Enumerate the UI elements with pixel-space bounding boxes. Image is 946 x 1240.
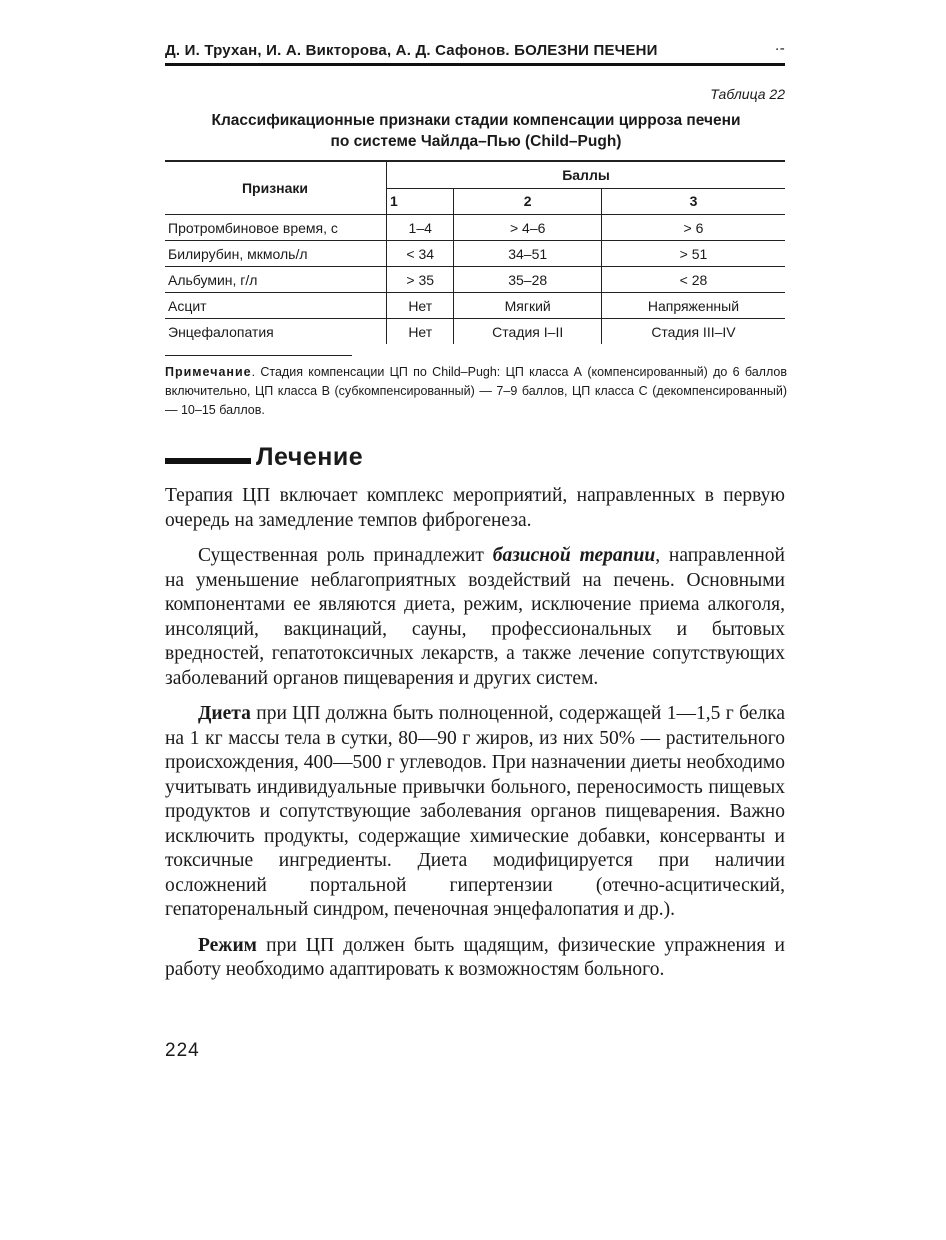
table-row xyxy=(165,293,785,319)
row-sign: Протромбиновое время, с xyxy=(165,215,387,241)
row-value-2: 34–51 xyxy=(454,241,601,267)
paragraph-4-rest: при ЦП должен быть щадящим, физические упражнения и работу необходимо адаптировать к возможностям больного. xyxy=(165,934,785,980)
body-text xyxy=(165,484,785,994)
row-sign: Альбумин, г/л xyxy=(165,267,387,293)
row-value-3: < 28 xyxy=(601,267,785,293)
header-signs: Признаки xyxy=(165,161,387,215)
row-value-1: Нет xyxy=(387,319,454,345)
table-row xyxy=(165,215,785,241)
table-note xyxy=(165,363,787,420)
running-head xyxy=(165,42,787,59)
row-value-2: Стадия I–II xyxy=(454,319,601,345)
table-caption-line-1: Классификационные признаки стадии компенсации цирроза печени xyxy=(211,112,741,129)
note-text: . Стадия компенсации ЦП по Child–Pugh: ЦП класса А (компенсированный) до 6 баллов включительно, ЦП класса В (субкомпенсированный) — 7–9 баллов, ЦП класса С (декомпенсированный) — 10–15 баллов. xyxy=(165,365,787,417)
section-title: Лечение xyxy=(256,443,364,471)
running-head-mark: ·- xyxy=(774,40,785,57)
row-value-3: Стадия III–IV xyxy=(601,319,785,345)
note-label: Примечание xyxy=(165,365,252,379)
diet-term: Диета xyxy=(198,703,251,724)
paragraph-2-rest: , направленной на уменьшение неблагоприятных воздействий на печень. Основными компонентами ее являются диета, режим, исключение приема алкоголя, инсоляций, вакцинаций, сауны, профессиональных и бытовых вредностей, гепатотоксичных лекарств, а также лечение сопутствующих заболеваний органов пищеварения и других систем. xyxy=(165,545,785,689)
header-point-1: 1 xyxy=(387,188,454,215)
row-sign: Энцефалопатия xyxy=(168,323,274,340)
header-point-2: 2 xyxy=(454,188,601,215)
table-header-row xyxy=(165,161,785,188)
paragraph-3-rest: при ЦП должна быть полноценной, содержащей 1—1,5 г белка на 1 кг массы тела в сутки, 80—90 г жиров, из них 50% — растительного происхождения, 400—500 г углеводов. При назначении диеты необходимо учитывать индивидуальные привычки больного, переносимость пищевых продуктов и сопутствующие заболевания органов пищеварения. Важно исключить продукты, содержащие химические добавки, консерванты и токсичные ингредиенты. Диета модифицируется при наличии осложнений портальной гипертензии (отечно-асцитический, гепаторенальный синдром, печеночная энцефалопатия и др.). xyxy=(165,703,785,920)
header-points: Баллы xyxy=(387,161,786,188)
row-value-1: < 34 xyxy=(387,241,454,267)
row-value-1: Нет xyxy=(387,293,454,319)
table-label: Таблица 22 xyxy=(710,86,785,102)
header-point-3: 3 xyxy=(601,188,785,215)
paragraph-1: Терапия ЦП включает комплекс мероприятий, направленных в первую очередь на замедление темпов фиброгенеза. xyxy=(165,485,785,531)
row-value-2: 35–28 xyxy=(454,267,601,293)
page-number: 224 xyxy=(165,1040,200,1061)
table-row xyxy=(165,267,785,293)
row-sign: Асцит xyxy=(165,293,387,319)
row-sign: Билирубин, мкмоль/л xyxy=(165,241,387,267)
table-caption-line-2: по системе Чайлда–Пью (Child–Pugh) xyxy=(330,133,622,150)
paragraph-2 xyxy=(165,544,785,691)
row-value-1: 1–4 xyxy=(387,215,454,241)
row-value-3: > 51 xyxy=(601,241,785,267)
table-row xyxy=(165,319,785,345)
paragraph-4 xyxy=(165,934,785,983)
row-value-1: > 35 xyxy=(387,267,454,293)
section-bar xyxy=(165,458,251,464)
row-value-2: > 4–6 xyxy=(454,215,601,241)
row-value-2: Мягкий xyxy=(454,293,601,319)
row-value-3: Напряженный xyxy=(601,293,785,319)
paragraph-3 xyxy=(165,702,785,923)
header-rule xyxy=(165,63,785,66)
regime-term: Режим xyxy=(198,934,257,956)
table-caption xyxy=(165,110,787,152)
paragraph-2-start: Существенная роль принадлежит xyxy=(198,545,493,566)
basic-therapy-emphasis: базисной терапии xyxy=(492,545,656,566)
running-head-text: Д. И. Трухан, И. А. Викторова, А. Д. Сафонов. БОЛЕЗНИ ПЕЧЕНИ xyxy=(165,42,658,59)
row-value-3: > 6 xyxy=(601,215,785,241)
note-rule xyxy=(165,355,352,356)
child-pugh-table xyxy=(165,160,785,344)
table-row xyxy=(165,241,785,267)
